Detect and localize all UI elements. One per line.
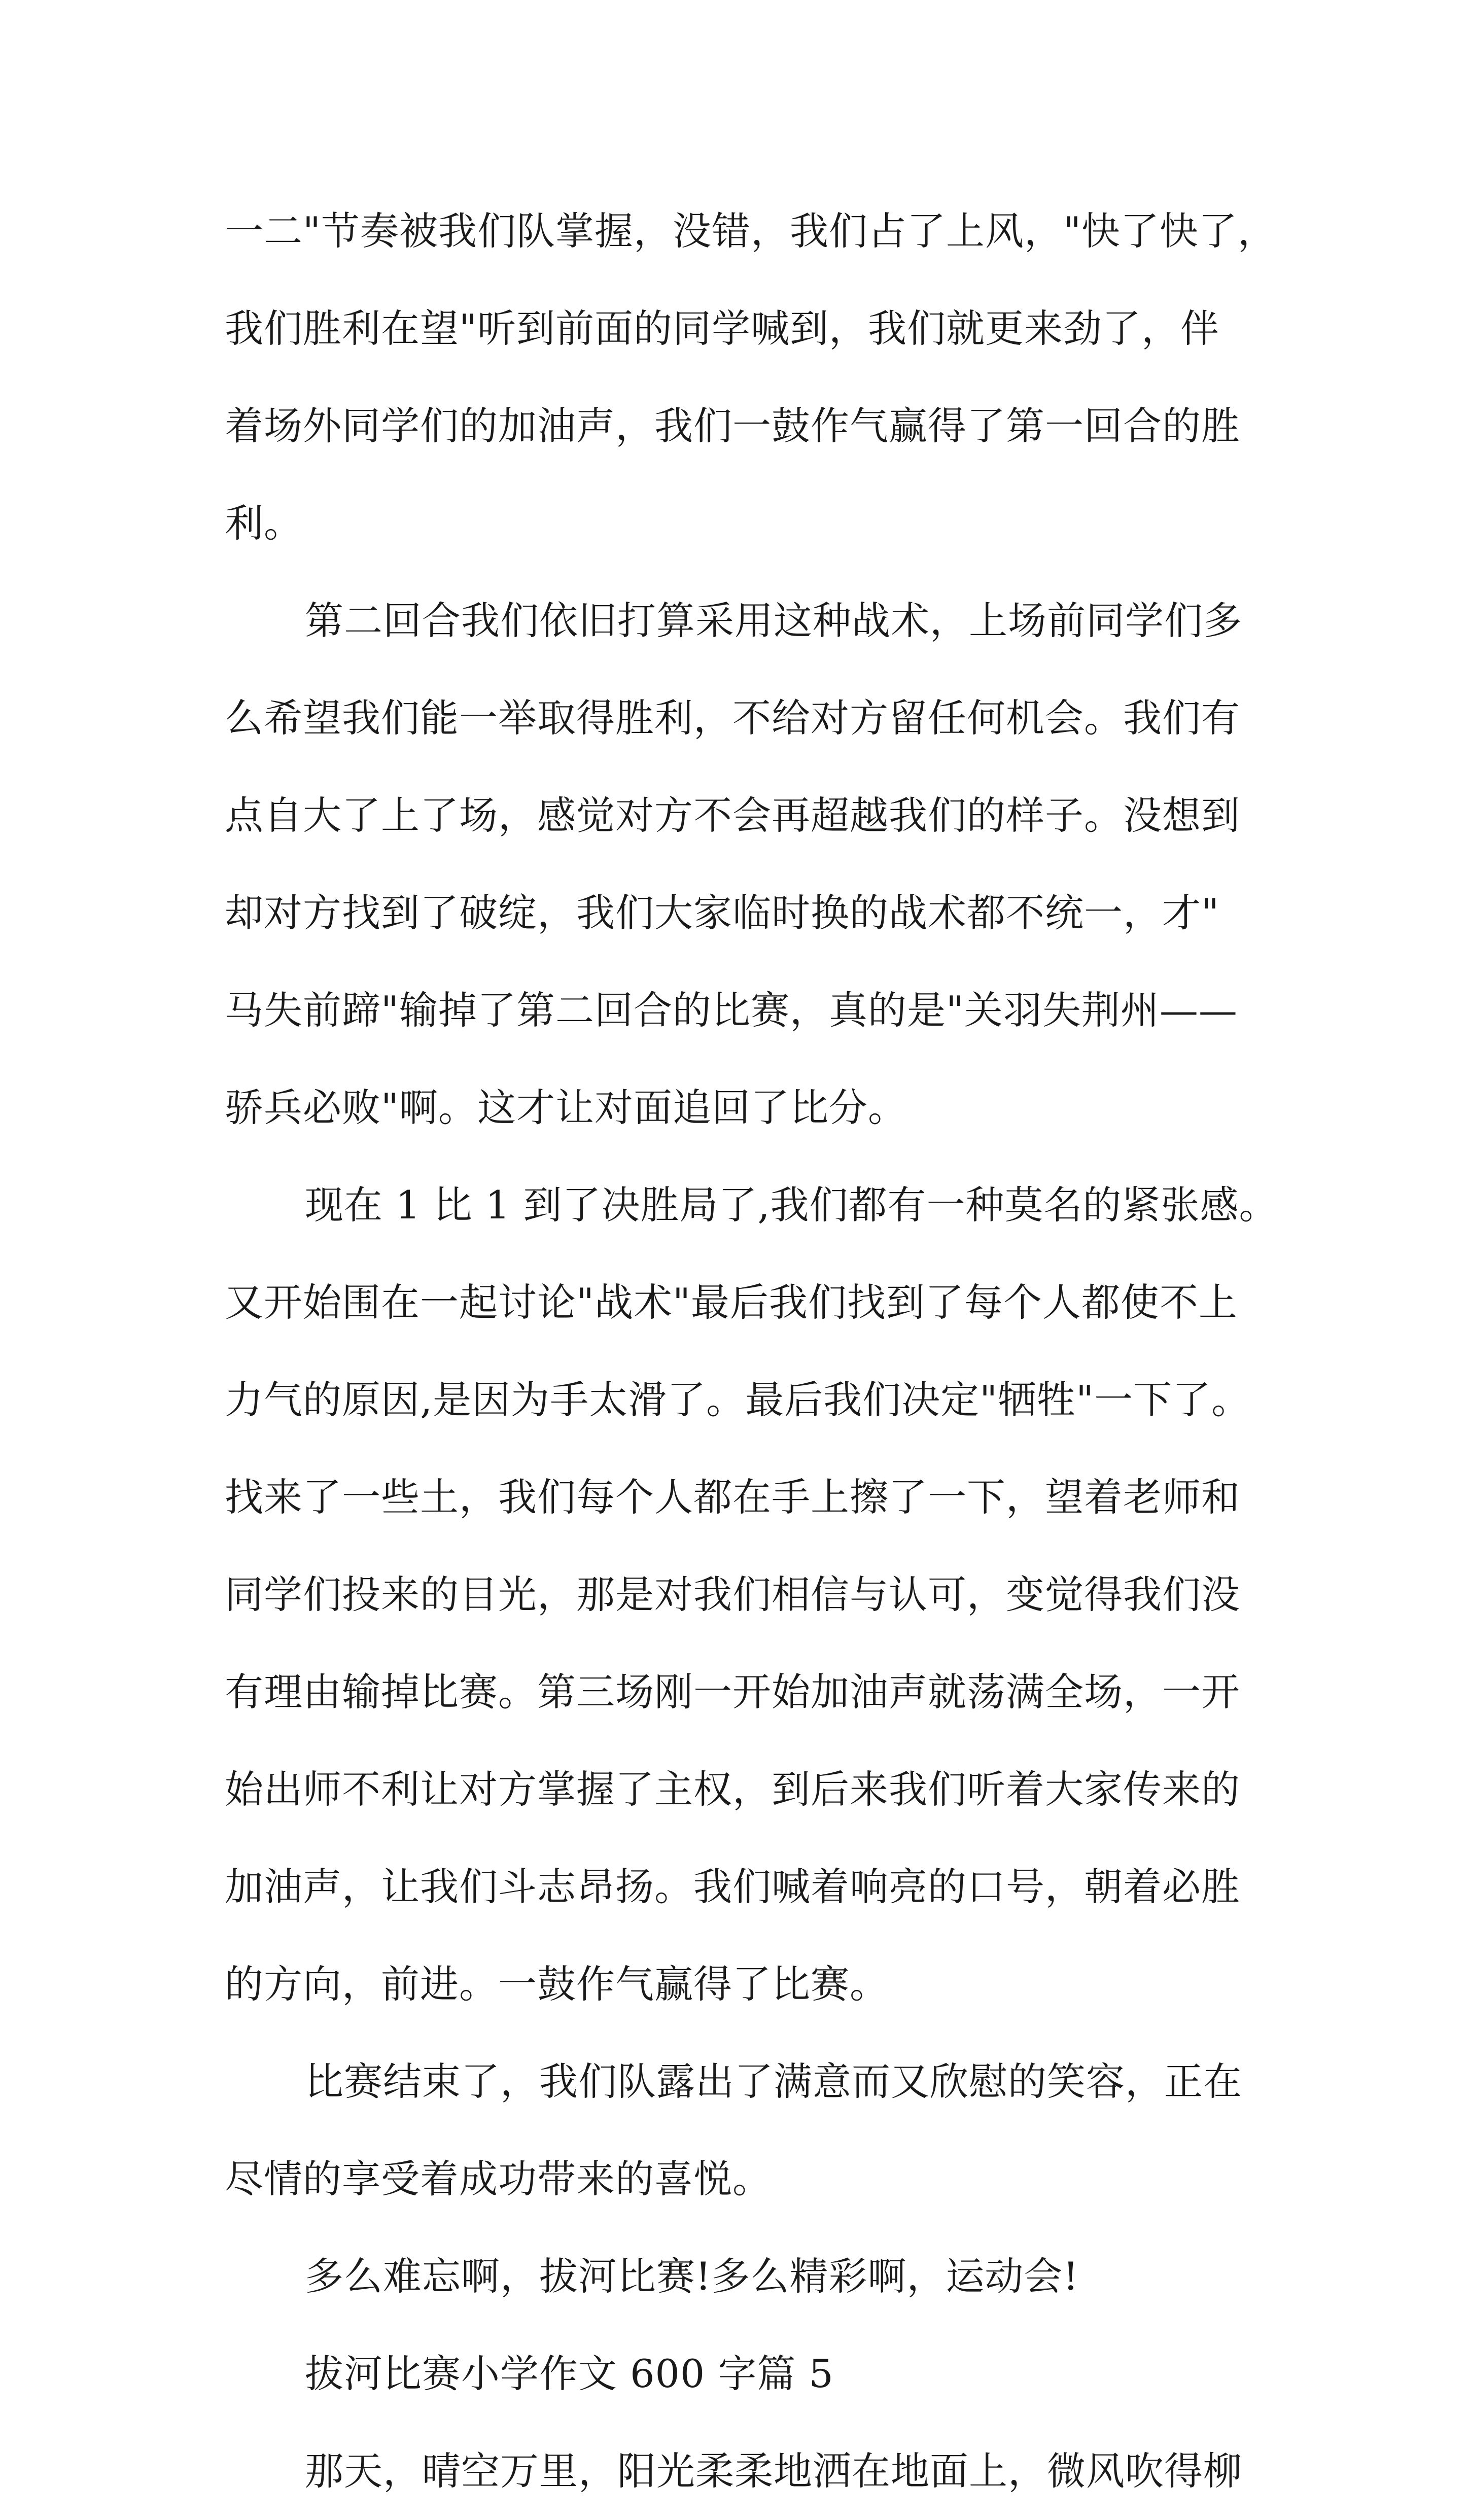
- essay-body: [225, 183, 1278, 2520]
- paragraph-start-line: 第二回合我们依旧打算采用这种战术，上场前同学们多: [305, 598, 1242, 643]
- text-line: 骄兵必败"啊。这才让对面追回了比分。: [225, 1085, 907, 1130]
- text-line: 尽情的享受着成功带来的喜悦。: [225, 2156, 772, 2201]
- paragraph-start-line: 多么难忘啊，拔河比赛!多么精彩啊，运动会!: [305, 2254, 1079, 2299]
- paragraph-start-line: 比赛结束了，我们队露出了满意而又欣慰的笑容，正在: [305, 2059, 1242, 2104]
- section-heading: 拔河比赛小学作文 600 字篇 5: [305, 2351, 834, 2396]
- paragraph-start-line: 那天，晴空万里，阳光柔柔地洒在地面上，微风吹得柳: [305, 2448, 1242, 2494]
- text-line: 加油声，让我们斗志昂扬。我们喊着响亮的口号，朝着必胜: [225, 1864, 1240, 1909]
- text-line: 始出师不利让对方掌握了主权，到后来我们听着大家传来的: [225, 1767, 1240, 1812]
- paragraph-start-line: 现在 1 比 1 到了决胜局了,我们都有一种莫名的紧张感。: [305, 1182, 1278, 1228]
- text-line: 同学们投来的目光，那是对我们相信与认可，变觉得我们没: [225, 1572, 1240, 1617]
- text-line: 么希望我们能一举取得胜利，不给对方留任何机会。我们有: [225, 695, 1240, 741]
- text-line: 的方向，前进。一鼓作气赢得了比赛。: [225, 1962, 889, 2007]
- text-line: 有理由输掉比赛。第三场刚一开始加油声就荡满全场，一开: [225, 1669, 1240, 1714]
- text-line: 找来了一些土，我们每个人都在手上擦了一下，望着老师和: [225, 1475, 1240, 1520]
- text-line: 却对方找到了破绽，我们大家临时换的战术都不统一，才": [225, 890, 1219, 935]
- text-line: 一二"节奏被我们队掌握，没错，我们占了上风，"快了快了，: [225, 208, 1277, 254]
- text-line: 点自大了上了场，感觉对方不会再超越我们的样子。没想到: [225, 793, 1240, 838]
- text-line: 着场外同学们的加油声，我们一鼓作气赢得了第一回合的胜: [225, 403, 1240, 448]
- text-line: 利。: [225, 501, 303, 546]
- text-line: 又开始围在一起讨论"战术"最后我们找到了每个人都使不上: [225, 1280, 1238, 1325]
- text-line: 马失前蹄"输掉了第二回合的比赛，真的是"关羽失荆州——: [225, 988, 1238, 1033]
- text-line: 力气的原因,是因为手太滑了。最后我们决定"牺牲"一下了。: [225, 1377, 1251, 1422]
- text-line: 我们胜利在望"听到前面的同学喊到，我们就更来劲了，伴: [225, 306, 1219, 351]
